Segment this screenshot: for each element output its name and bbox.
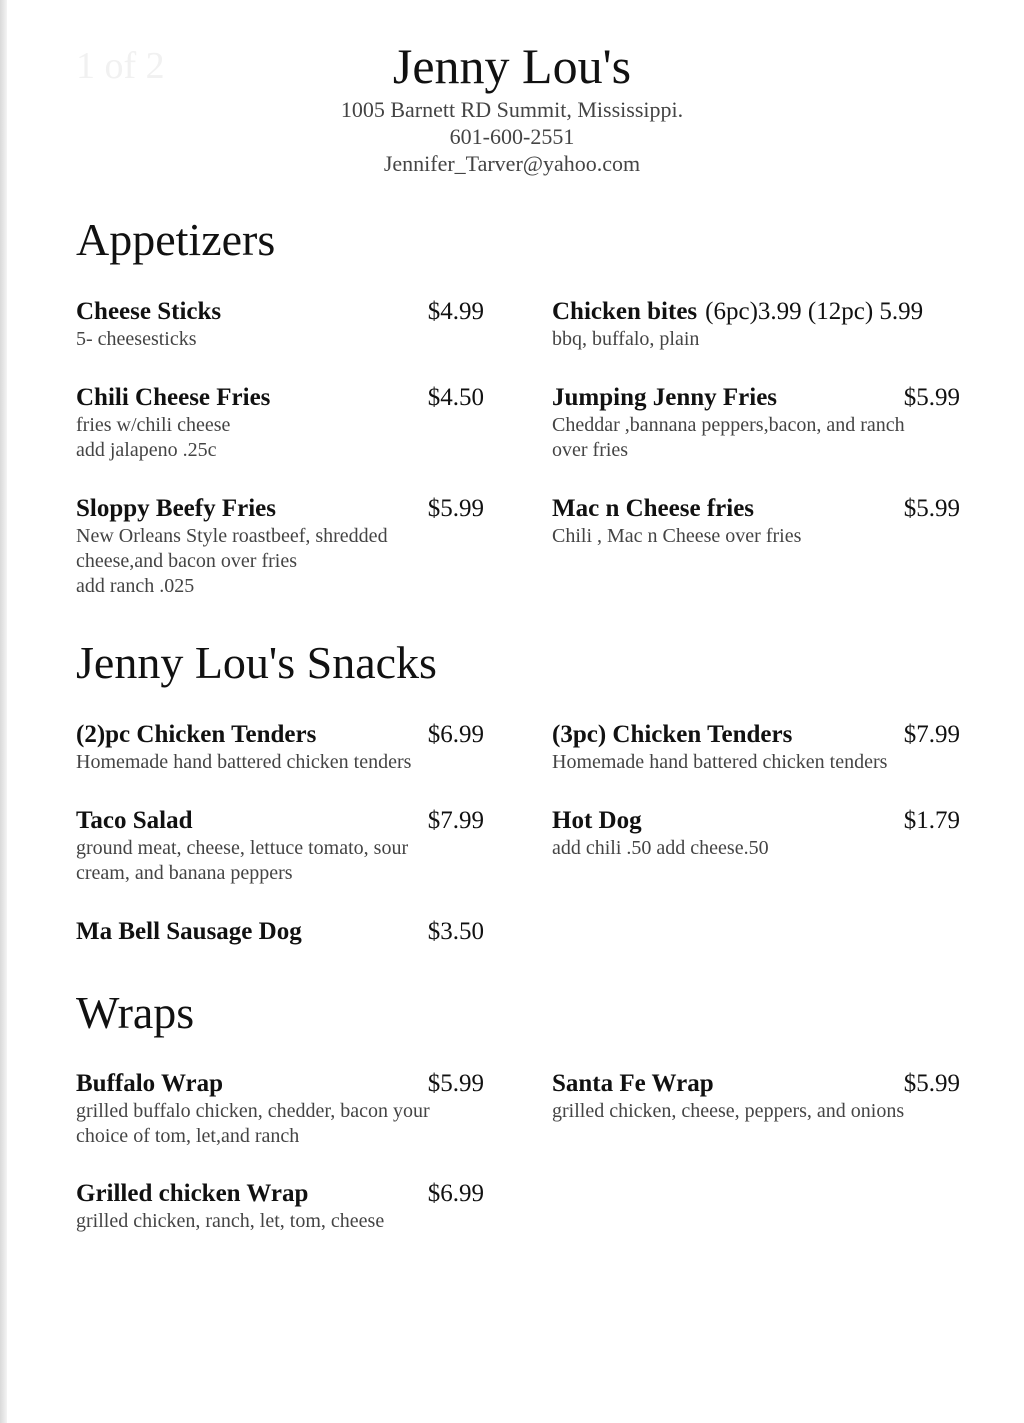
item-name: Grilled chicken Wrap	[76, 1180, 309, 1207]
restaurant-email: Jennifer_Tarver@yahoo.com	[383, 151, 641, 176]
item-price: $5.99	[903, 1070, 960, 1097]
item-price: $5.99	[903, 495, 960, 522]
item-description: add jalapeno .25c	[76, 439, 217, 461]
item-name: Chili Cheese Fries	[76, 384, 271, 411]
item-price: $1.79	[903, 807, 960, 834]
page-edge-shadow	[0, 0, 7, 1423]
item-description: grilled chicken, cheese, peppers, and onions	[552, 1100, 905, 1122]
item-price: $4.50	[427, 384, 484, 411]
item-description: over fries	[552, 439, 629, 461]
section-title-snacks: Jenny Lou's Snacks	[76, 637, 437, 688]
item-name: Cheese Sticks	[76, 298, 222, 325]
menu-item-jumping-jenny-fries	[552, 383, 960, 463]
menu-item-3pc-chicken-tenders	[552, 720, 960, 775]
item-price: $5.99	[427, 1070, 484, 1097]
item-description: ground meat, cheese, lettuce tomato, sour	[76, 837, 409, 859]
item-name: Jumping Jenny Fries	[552, 384, 778, 411]
menu-item-ma-bell-sausage-dog	[76, 917, 484, 947]
item-description: 5- cheesesticks	[76, 328, 197, 350]
item-description: Homemade hand battered chicken tenders	[76, 751, 412, 773]
item-price: $5.99	[903, 384, 960, 411]
item-name: Chicken bites	[552, 298, 698, 325]
item-description: Homemade hand battered chicken tenders	[552, 751, 888, 773]
item-price: $6.99	[427, 1180, 484, 1207]
item-name: Hot Dog	[552, 807, 642, 834]
item-description: cheese,and bacon over fries	[76, 550, 297, 572]
item-price: $7.99	[427, 807, 484, 834]
menu-item-santa-fe-wrap	[552, 1069, 960, 1124]
menu-header	[0, 36, 1024, 177]
item-name: (3pc) Chicken Tenders	[552, 721, 793, 748]
item-description: grilled buffalo chicken, chedder, bacon your	[76, 1100, 430, 1122]
page-counter: 1 of 2	[76, 45, 165, 87]
item-price: (6pc)3.99 (12pc) 5.99	[705, 298, 924, 325]
menu-item-buffalo-wrap	[76, 1069, 484, 1149]
item-description: add ranch .025	[76, 575, 195, 597]
menu-item-2pc-chicken-tenders	[76, 720, 484, 775]
menu-item-grilled-chicken-wrap	[76, 1179, 484, 1234]
item-description: fries w/chili cheese	[76, 414, 231, 436]
restaurant-name: Jenny Lou's	[392, 38, 632, 94]
item-price: $6.99	[427, 721, 484, 748]
section-title-appetizers: Appetizers	[76, 214, 276, 265]
menu-item-hot-dog	[552, 806, 960, 861]
item-description: choice of tom, let,and ranch	[76, 1125, 300, 1147]
menu-item-chili-cheese-fries	[76, 383, 484, 463]
item-name: Ma Bell Sausage Dog	[76, 918, 302, 945]
menu-item-cheese-sticks	[76, 297, 484, 352]
item-price: $7.99	[903, 721, 960, 748]
item-price: $3.50	[427, 918, 484, 945]
item-name: Sloppy Beefy Fries	[76, 495, 276, 522]
item-name: Mac n Cheese fries	[552, 495, 755, 522]
menu-item-taco-salad	[76, 806, 484, 886]
restaurant-address: 1005 Barnett RD Summit, Mississippi.	[340, 97, 684, 122]
item-description: grilled chicken, ranch, let, tom, cheese	[76, 1210, 385, 1232]
item-name: Buffalo Wrap	[76, 1070, 224, 1097]
item-name: Taco Salad	[76, 807, 193, 834]
restaurant-phone: 601-600-2551	[449, 124, 575, 149]
item-name: Santa Fe Wrap	[552, 1070, 714, 1097]
item-description: Cheddar ,bannana peppers,bacon, and ranch	[552, 414, 905, 436]
menu-item-sloppy-beefy-fries	[76, 494, 484, 599]
item-description: Chili , Mac n Cheese over fries	[552, 525, 802, 547]
item-name: (2)pc Chicken Tenders	[76, 721, 317, 748]
item-price: $5.99	[427, 495, 484, 522]
menu-item-mac-n-cheese-fries	[552, 494, 960, 549]
item-description: add chili .50 add cheese.50	[552, 837, 769, 859]
menu-item-chicken-bites	[552, 297, 962, 352]
section-title-wraps: Wraps	[76, 987, 195, 1038]
item-description: bbq, buffalo, plain	[552, 328, 700, 350]
item-description: New Orleans Style roastbeef, shredded	[76, 525, 388, 547]
item-price: $4.99	[427, 298, 484, 325]
item-description: cream, and banana peppers	[76, 862, 293, 884]
